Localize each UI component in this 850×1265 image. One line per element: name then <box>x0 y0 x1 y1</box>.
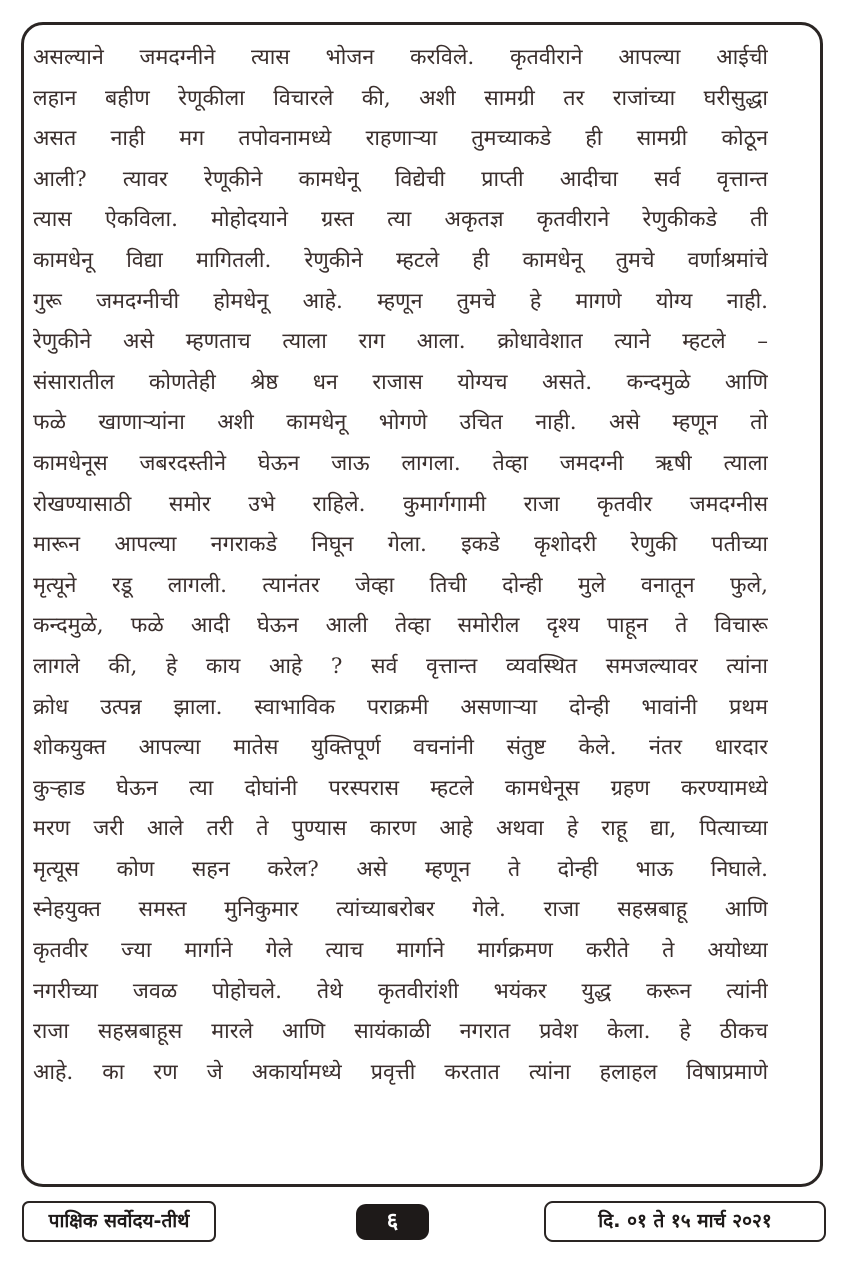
publication-name: पाक्षिक सर्वोदय-तीर्थ <box>22 1201 216 1242</box>
text-line: क्रोध उत्पन्न झाला. स्वाभाविक पराक्रमी असणाऱ्या दोन्ही भावांनी प्रथम <box>33 694 768 720</box>
text-line: रोखण्यासाठी समोर उभे राहिले. कुमार्गगामी राजा कृतवीर जमदग्नीस <box>33 491 768 517</box>
text-line: कामधेनू विद्या मागितली. रेणुकीने म्हटले ही कामधेनू तुमचे वर्णाश्रमांचे <box>33 247 768 273</box>
text-line: मृत्यूस कोण सहन करेल? असे म्हणून ते दोन्ही भाऊ निघाले. <box>33 856 768 882</box>
text-line: असल्याने जमदग्नीने त्यास भोजन करविले. कृतवीराने आपल्या आईची <box>33 45 768 70</box>
text-line: मरण जरी आले तरी ते पुण्यास कारण आहे अथवा हे राहू द्या, पित्याच्या <box>33 816 768 842</box>
text-line: मृत्यूने रडू लागली. त्यानंतर जेव्हा तिची दोन्ही मुले वनातून फुले, <box>33 572 768 598</box>
text-line: कन्दमुळे, फळे आदी घेऊन आली तेव्हा समोरील दृश्य पाहून ते विचारू <box>33 613 768 639</box>
text-line: कामधेनूस जबरदस्तीने घेऊन जाऊ लागला. तेव्हा जमदग्नी ऋषी त्याला <box>33 450 768 476</box>
text-line: कृतवीर ज्या मार्गाने गेले त्याच मार्गाने मार्गक्रमण करीते ते अयोध्या <box>33 938 768 964</box>
text-line: लागले की, हे काय आहे ? सर्व वृत्तान्त व्यवस्थित समजल्यावर त्यांना <box>33 653 768 679</box>
text-line: लहान बहीण रेणूकीला विचारले की, अशी सामग्री तर राजांच्या घरीसुद्धा <box>33 85 768 111</box>
issue-date: दि. ०१ ते १५ मार्च २०२१ <box>544 1201 826 1242</box>
text-line: स्नेहयुक्त समस्त मुनिकुमार त्यांच्याबरोबर गेले. राजा सहस्रबाहू आणि <box>33 897 768 923</box>
text-line: गुरू जमदग्नीची होमधेनू आहे. म्हणून तुमचे हे मागणे योग्य नाही. <box>33 288 768 314</box>
page-number: ६ <box>356 1204 429 1240</box>
text-line: आली? त्यावर रेणूकीने कामधेनू विद्येची प्राप्ती आदीचा सर्व वृत्तान्त <box>33 166 768 192</box>
body-text <box>33 38 768 1093</box>
text-line: कुऱ्हाड घेऊन त्या दोघांनी परस्परास म्हटले कामधेनूस ग्रहण करण्यामध्ये <box>33 775 768 801</box>
text-line: शोकयुक्त आपल्या मातेस युक्तिपूर्ण वचनांनी संतुष्ट केले. नंतर धारदार <box>33 735 768 761</box>
text-line: रेणुकीने असे म्हणताच त्याला राग आला. क्रोधावेशात त्याने म्हटले – <box>33 329 768 355</box>
text-line: त्यास ऐकविला. मोहोदयाने ग्रस्त त्या अकृतज्ञ कृतवीराने रेणुकीकडे ती <box>33 207 768 233</box>
text-line: फळे खाणाऱ्यांना अशी कामधेनू भोगणे उचित नाही. असे म्हणून तो <box>33 410 768 436</box>
text-line: असत नाही मग तपोवनामध्ये राहणाऱ्या तुमच्याकडे ही सामग्री कोठून <box>33 126 768 152</box>
text-line: नगरीच्या जवळ पोहोचले. तेथे कृतवीरांशी भयंकर युद्ध करून त्यांनी <box>33 978 768 1004</box>
text-line: मारून आपल्या नगराकडे निघून गेला. इकडे कृशोदरी रेणुकी पतीच्या <box>33 532 768 558</box>
text-line: राजा सहस्रबाहूस मारले आणि सायंकाळी नगरात प्रवेश केला. हे ठीकच <box>33 1019 768 1045</box>
text-line: आहे. का रण जे अकार्यामध्ये प्रवृत्ती करतात त्यांना हलाहल विषाप्रमाणे <box>33 1059 768 1085</box>
text-line: संसारातील कोणतेही श्रेष्ठ धन राजास योग्यच असते. कन्दमुळे आणि <box>33 369 768 395</box>
